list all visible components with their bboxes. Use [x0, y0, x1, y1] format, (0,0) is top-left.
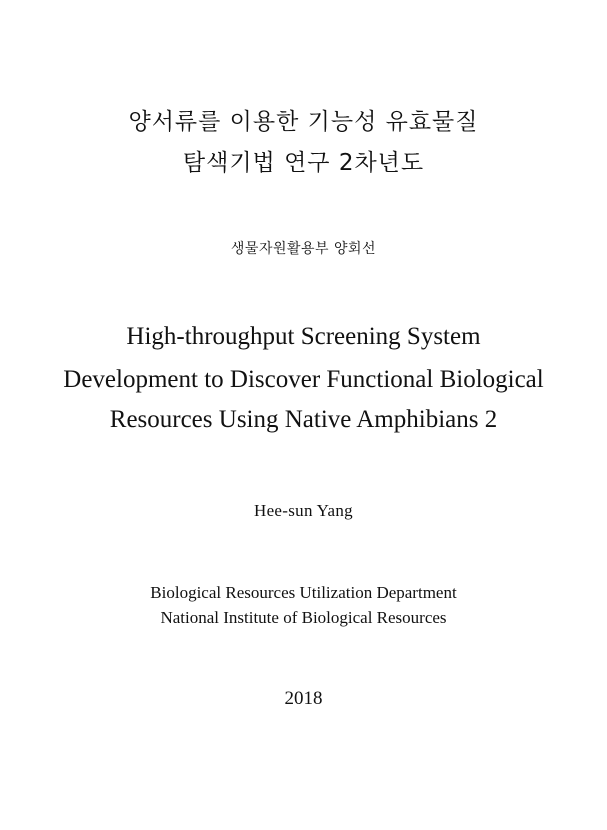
korean-title-line-2: 탐색기법 연구 2차년도	[182, 150, 425, 176]
english-title-line-1: High-throughput Screening System	[126, 323, 481, 350]
affiliation-institute: National Institute of Biological Resources	[160, 608, 447, 627]
english-title-line-2: Development to Discover Functional Biological	[63, 366, 544, 393]
affiliation-department: Biological Resources Utilization Department	[150, 583, 457, 602]
english-author: Hee-sun Yang	[254, 501, 353, 520]
korean-title-line-1: 양서류를 이용한 기능성 유효물질	[128, 109, 479, 135]
korean-author: 생물자원활용부 양회선	[230, 241, 377, 257]
english-title-line-3: Resources Using Native Amphibians 2	[109, 406, 498, 433]
publication-year: 2018	[284, 688, 323, 709]
